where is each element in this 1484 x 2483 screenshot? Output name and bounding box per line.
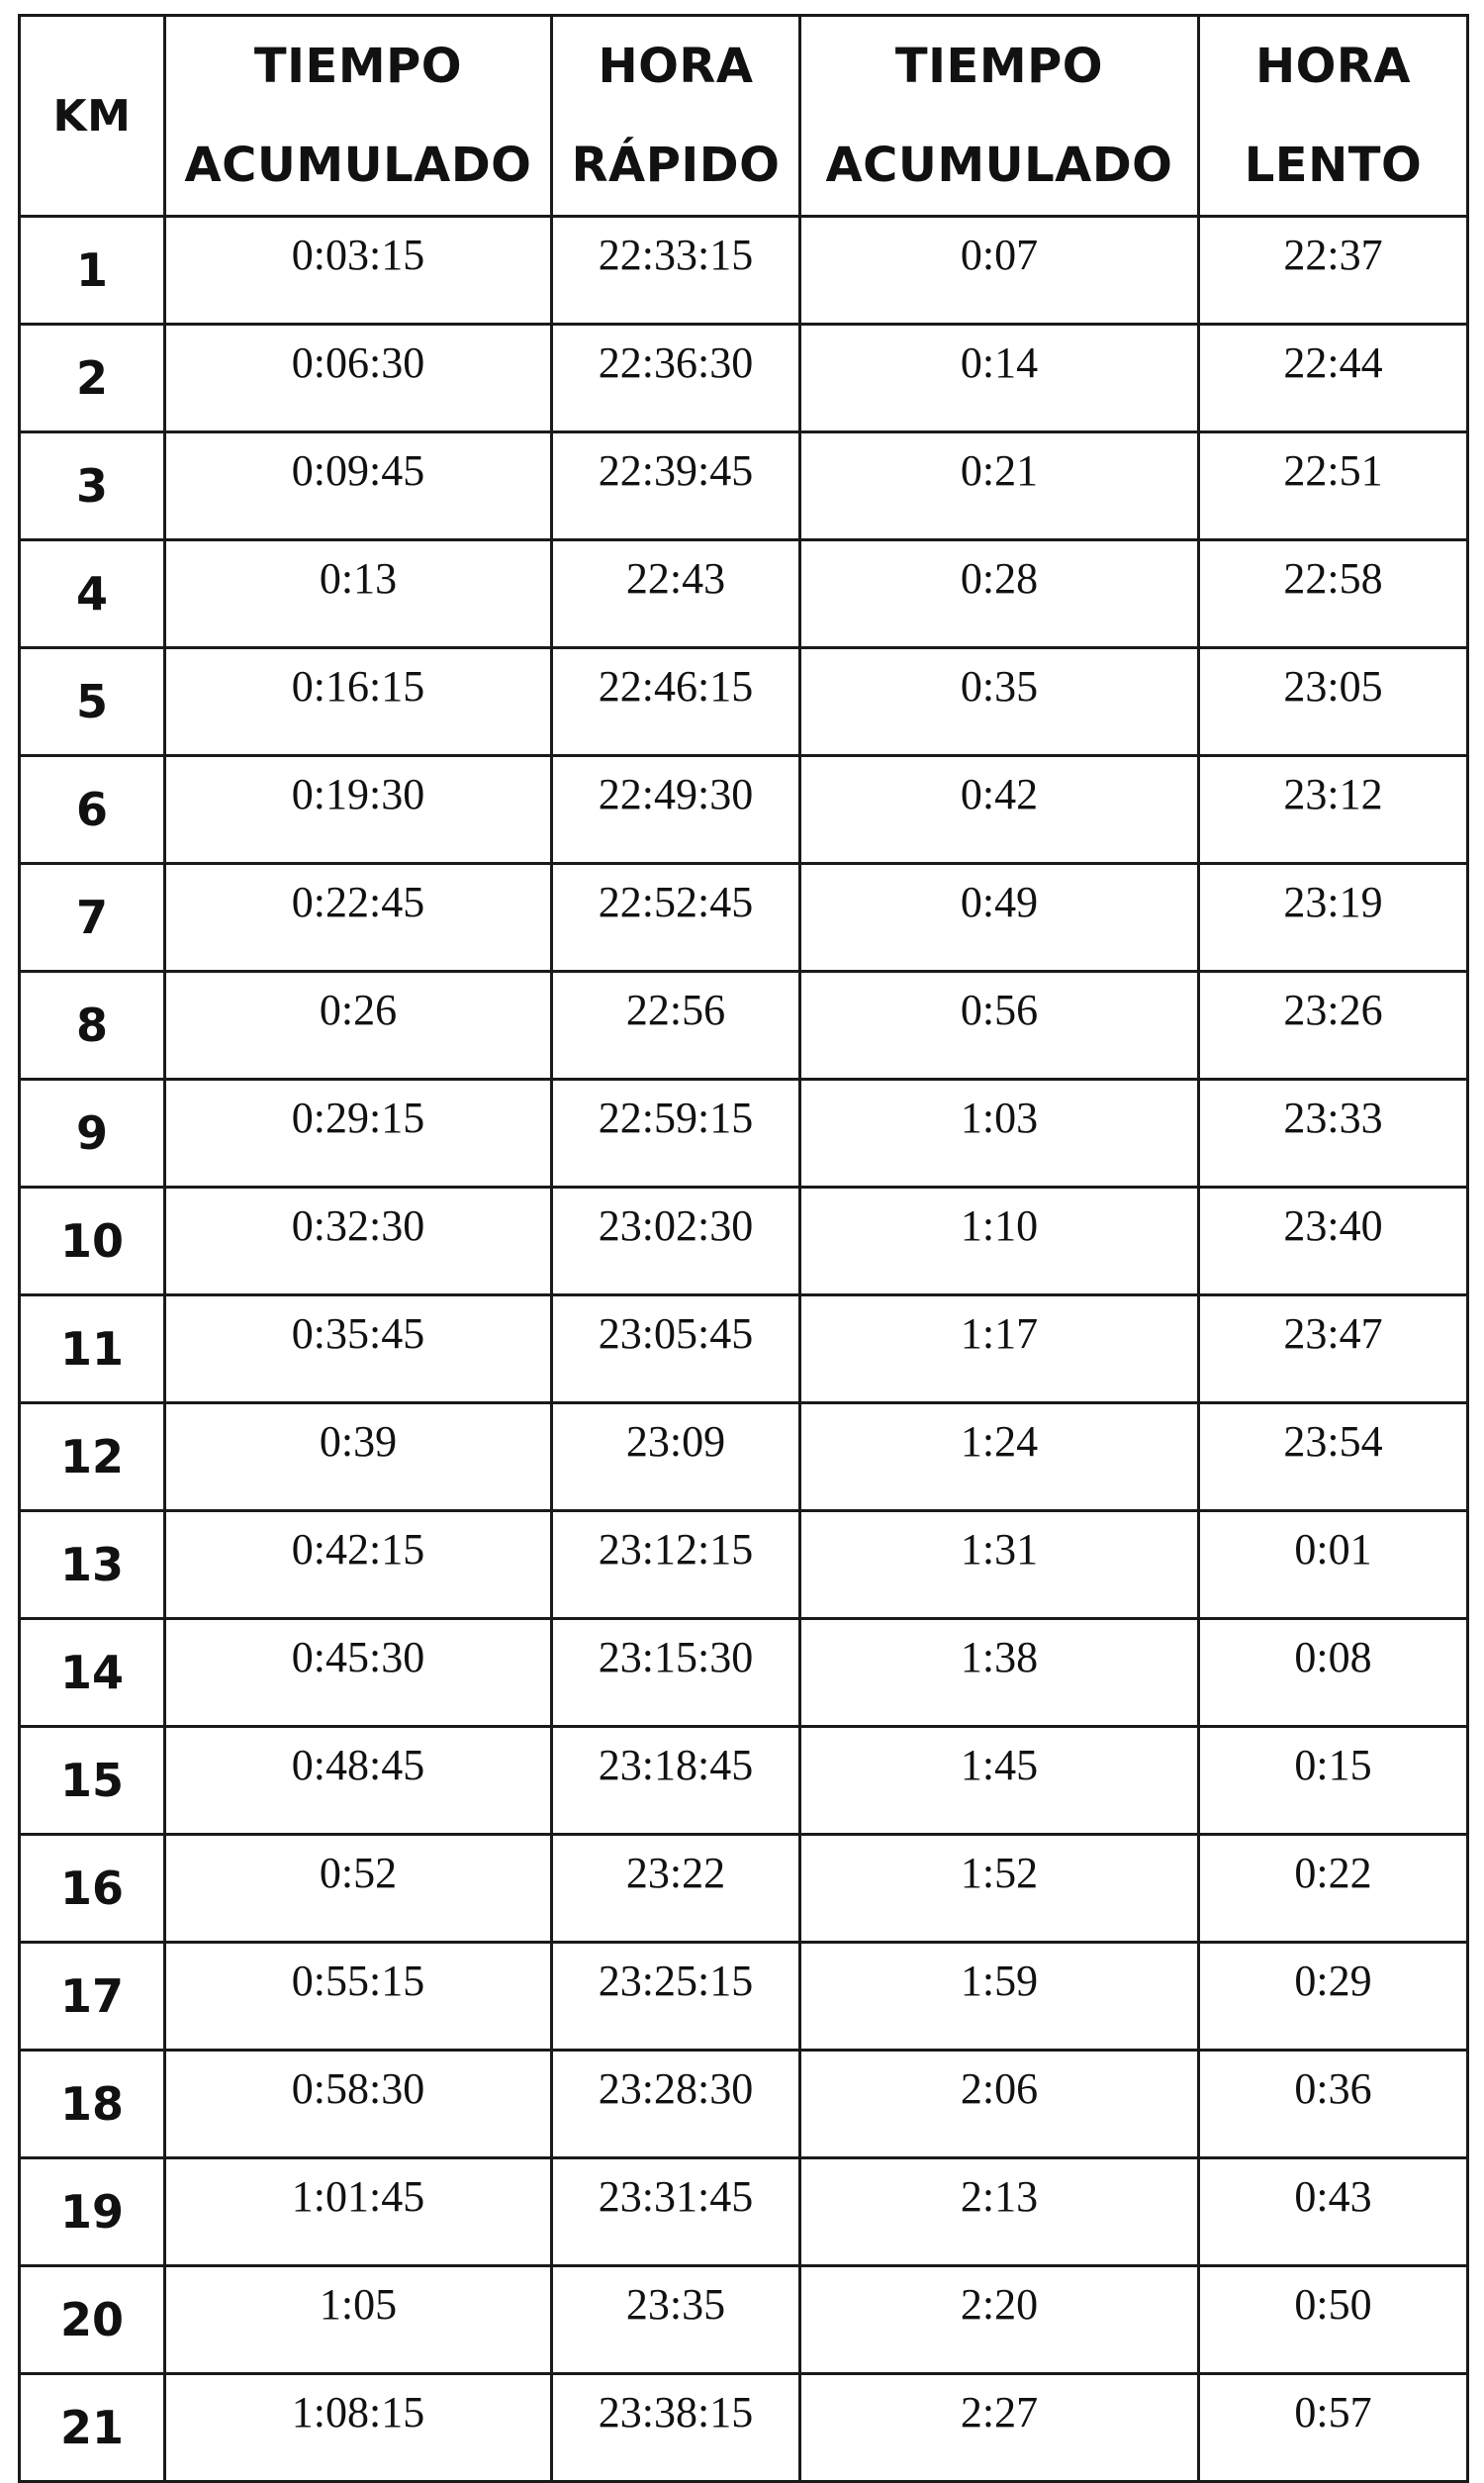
cell-fast-hour: 22:39:45 xyxy=(552,432,800,540)
cell-fast-accumulated-time: 0:45:30 xyxy=(165,1619,552,1727)
table-row xyxy=(20,325,1468,432)
cell-km: 18 xyxy=(20,2051,165,2158)
cell-fast-hour: 22:49:30 xyxy=(552,756,800,864)
cell-km: 10 xyxy=(20,1188,165,1295)
header-fast-time-line-1: TIEMPO xyxy=(253,39,463,94)
cell-fast-hour: 23:25:15 xyxy=(552,1943,800,2051)
table-body xyxy=(20,217,1468,2482)
header-slow-hour xyxy=(1199,16,1468,217)
cell-fast-hour: 22:52:45 xyxy=(552,864,800,972)
cell-fast-hour: 22:56 xyxy=(552,972,800,1080)
table-row xyxy=(20,2051,1468,2158)
cell-km: 1 xyxy=(20,217,165,325)
table-row xyxy=(20,1943,1468,2051)
cell-fast-accumulated-time: 0:13 xyxy=(165,540,552,648)
cell-km: 14 xyxy=(20,1619,165,1727)
cell-km: 11 xyxy=(20,1295,165,1403)
cell-slow-hour: 0:57 xyxy=(1199,2374,1468,2482)
cell-slow-hour: 0:15 xyxy=(1199,1727,1468,1835)
cell-slow-accumulated-time: 0:21 xyxy=(800,432,1199,540)
table-header xyxy=(20,16,1468,217)
table-row xyxy=(20,972,1468,1080)
cell-fast-hour: 23:12:15 xyxy=(552,1511,800,1619)
table-row xyxy=(20,217,1468,325)
cell-km: 4 xyxy=(20,540,165,648)
pace-table-container xyxy=(18,14,1466,2483)
table-row xyxy=(20,540,1468,648)
cell-km: 17 xyxy=(20,1943,165,2051)
cell-km: 21 xyxy=(20,2374,165,2482)
cell-slow-hour: 23:05 xyxy=(1199,648,1468,756)
cell-fast-accumulated-time: 0:09:45 xyxy=(165,432,552,540)
table-row xyxy=(20,756,1468,864)
cell-slow-hour: 23:47 xyxy=(1199,1295,1468,1403)
header-slow-hour-line-2: LENTO xyxy=(1244,138,1423,193)
cell-slow-accumulated-time: 2:20 xyxy=(800,2266,1199,2374)
table-row xyxy=(20,2266,1468,2374)
cell-fast-accumulated-time: 0:06:30 xyxy=(165,325,552,432)
cell-slow-hour: 22:37 xyxy=(1199,217,1468,325)
cell-fast-accumulated-time: 0:22:45 xyxy=(165,864,552,972)
cell-slow-accumulated-time: 1:03 xyxy=(800,1080,1199,1188)
cell-fast-accumulated-time: 0:52 xyxy=(165,1835,552,1943)
cell-km: 3 xyxy=(20,432,165,540)
cell-slow-hour: 23:26 xyxy=(1199,972,1468,1080)
cell-slow-accumulated-time: 2:06 xyxy=(800,2051,1199,2158)
header-fast-time-line-2: ACUMULADO xyxy=(184,138,532,193)
cell-slow-accumulated-time: 0:28 xyxy=(800,540,1199,648)
cell-slow-accumulated-time: 1:45 xyxy=(800,1727,1199,1835)
cell-fast-accumulated-time: 0:03:15 xyxy=(165,217,552,325)
cell-km: 8 xyxy=(20,972,165,1080)
cell-km: 16 xyxy=(20,1835,165,1943)
cell-fast-accumulated-time: 0:29:15 xyxy=(165,1080,552,1188)
cell-km: 12 xyxy=(20,1403,165,1511)
table-row xyxy=(20,1619,1468,1727)
cell-slow-hour: 23:54 xyxy=(1199,1403,1468,1511)
cell-slow-accumulated-time: 1:31 xyxy=(800,1511,1199,1619)
cell-km: 5 xyxy=(20,648,165,756)
header-km: KM xyxy=(20,16,165,217)
cell-fast-accumulated-time: 0:39 xyxy=(165,1403,552,1511)
header-slow-accumulated-time xyxy=(800,16,1199,217)
cell-slow-accumulated-time: 2:27 xyxy=(800,2374,1199,2482)
cell-fast-hour: 23:02:30 xyxy=(552,1188,800,1295)
cell-slow-hour: 0:08 xyxy=(1199,1619,1468,1727)
cell-fast-hour: 23:22 xyxy=(552,1835,800,1943)
header-fast-accumulated-time xyxy=(165,16,552,217)
cell-km: 19 xyxy=(20,2158,165,2266)
header-fast-hour-line-2: RÁPIDO xyxy=(571,138,781,193)
header-slow-hour-line-1: HORA xyxy=(1254,39,1412,94)
cell-fast-accumulated-time: 0:19:30 xyxy=(165,756,552,864)
table-row xyxy=(20,648,1468,756)
table-row xyxy=(20,1080,1468,1188)
header-fast-hour-line-1: HORA xyxy=(598,39,754,94)
table-row xyxy=(20,1511,1468,1619)
cell-fast-accumulated-time: 1:05 xyxy=(165,2266,552,2374)
cell-fast-hour: 22:33:15 xyxy=(552,217,800,325)
cell-fast-accumulated-time: 1:01:45 xyxy=(165,2158,552,2266)
cell-fast-hour: 23:15:30 xyxy=(552,1619,800,1727)
cell-slow-accumulated-time: 1:59 xyxy=(800,1943,1199,2051)
cell-fast-accumulated-time: 1:08:15 xyxy=(165,2374,552,2482)
cell-slow-hour: 0:01 xyxy=(1199,1511,1468,1619)
table-row xyxy=(20,432,1468,540)
cell-fast-hour: 23:28:30 xyxy=(552,2051,800,2158)
cell-slow-hour: 22:51 xyxy=(1199,432,1468,540)
table-row xyxy=(20,1835,1468,1943)
cell-slow-accumulated-time: 1:52 xyxy=(800,1835,1199,1943)
cell-slow-accumulated-time: 1:38 xyxy=(800,1619,1199,1727)
cell-slow-accumulated-time: 1:17 xyxy=(800,1295,1199,1403)
cell-fast-accumulated-time: 0:48:45 xyxy=(165,1727,552,1835)
cell-fast-hour: 23:18:45 xyxy=(552,1727,800,1835)
cell-fast-hour: 22:46:15 xyxy=(552,648,800,756)
header-row xyxy=(20,16,1468,217)
cell-km: 2 xyxy=(20,325,165,432)
header-slow-time-line-1: TIEMPO xyxy=(894,39,1104,94)
cell-slow-accumulated-time: 0:07 xyxy=(800,217,1199,325)
cell-slow-hour: 0:22 xyxy=(1199,1835,1468,1943)
cell-fast-hour: 23:31:45 xyxy=(552,2158,800,2266)
cell-fast-accumulated-time: 0:58:30 xyxy=(165,2051,552,2158)
pace-table xyxy=(18,14,1469,2483)
cell-slow-hour: 0:29 xyxy=(1199,1943,1468,2051)
cell-fast-hour: 22:59:15 xyxy=(552,1080,800,1188)
cell-fast-accumulated-time: 0:42:15 xyxy=(165,1511,552,1619)
cell-fast-hour: 23:05:45 xyxy=(552,1295,800,1403)
cell-fast-hour: 22:36:30 xyxy=(552,325,800,432)
cell-km: 9 xyxy=(20,1080,165,1188)
cell-slow-hour: 23:19 xyxy=(1199,864,1468,972)
cell-slow-hour: 23:33 xyxy=(1199,1080,1468,1188)
cell-slow-accumulated-time: 0:56 xyxy=(800,972,1199,1080)
cell-slow-hour: 23:12 xyxy=(1199,756,1468,864)
cell-slow-accumulated-time: 2:13 xyxy=(800,2158,1199,2266)
cell-slow-hour: 0:43 xyxy=(1199,2158,1468,2266)
cell-slow-accumulated-time: 0:14 xyxy=(800,325,1199,432)
cell-km: 13 xyxy=(20,1511,165,1619)
cell-fast-accumulated-time: 0:26 xyxy=(165,972,552,1080)
cell-fast-hour: 23:09 xyxy=(552,1403,800,1511)
header-slow-time-line-2: ACUMULADO xyxy=(825,138,1173,193)
cell-fast-hour: 23:38:15 xyxy=(552,2374,800,2482)
table-row xyxy=(20,864,1468,972)
table-row xyxy=(20,1188,1468,1295)
header-fast-hour xyxy=(552,16,800,217)
cell-slow-hour: 22:58 xyxy=(1199,540,1468,648)
cell-km: 7 xyxy=(20,864,165,972)
cell-slow-accumulated-time: 0:35 xyxy=(800,648,1199,756)
table-row xyxy=(20,2158,1468,2266)
cell-fast-hour: 22:43 xyxy=(552,540,800,648)
cell-fast-hour: 23:35 xyxy=(552,2266,800,2374)
cell-slow-hour: 0:50 xyxy=(1199,2266,1468,2374)
cell-km: 15 xyxy=(20,1727,165,1835)
cell-km: 6 xyxy=(20,756,165,864)
cell-fast-accumulated-time: 0:32:30 xyxy=(165,1188,552,1295)
cell-fast-accumulated-time: 0:35:45 xyxy=(165,1295,552,1403)
cell-fast-accumulated-time: 0:16:15 xyxy=(165,648,552,756)
cell-km: 20 xyxy=(20,2266,165,2374)
cell-slow-hour: 23:40 xyxy=(1199,1188,1468,1295)
cell-slow-accumulated-time: 0:49 xyxy=(800,864,1199,972)
table-row xyxy=(20,1727,1468,1835)
table-row xyxy=(20,1403,1468,1511)
table-row xyxy=(20,2374,1468,2482)
cell-fast-accumulated-time: 0:55:15 xyxy=(165,1943,552,2051)
cell-slow-hour: 22:44 xyxy=(1199,325,1468,432)
table-row xyxy=(20,1295,1468,1403)
cell-slow-accumulated-time: 1:24 xyxy=(800,1403,1199,1511)
cell-slow-accumulated-time: 0:42 xyxy=(800,756,1199,864)
cell-slow-hour: 0:36 xyxy=(1199,2051,1468,2158)
cell-slow-accumulated-time: 1:10 xyxy=(800,1188,1199,1295)
